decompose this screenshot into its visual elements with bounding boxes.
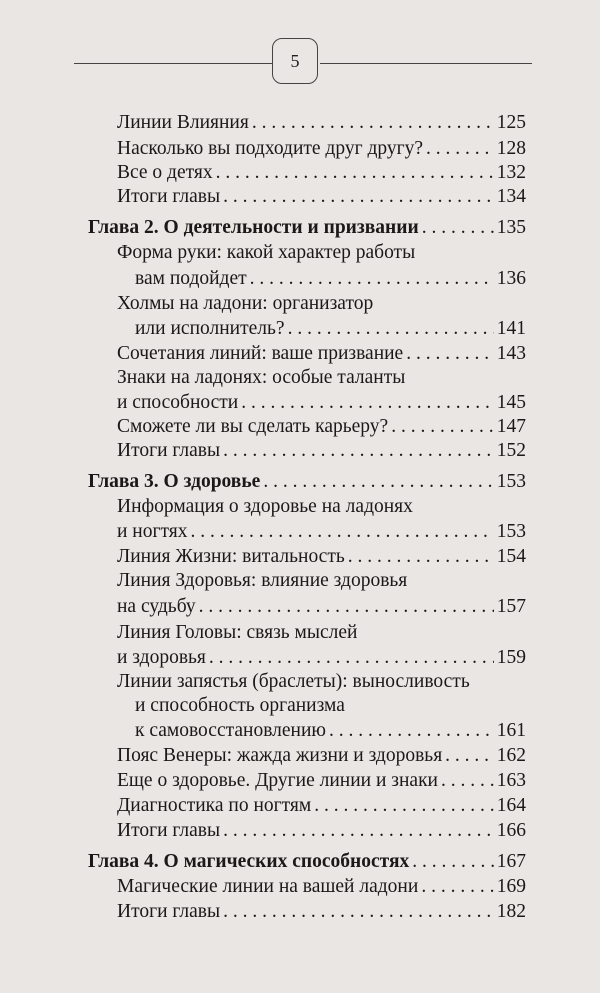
toc-entry-page: 157 [496,596,526,617]
toc-entry [117,793,526,819]
toc-entry [117,519,526,545]
dot-leader [241,390,494,416]
toc-entry [117,743,526,769]
header-rule-right [320,63,532,64]
header-rule-left [74,63,272,64]
toc-entry-page: 134 [496,186,526,207]
toc-entry-title: Сочетания линий: ваше призвание [117,343,404,364]
toc-entry-title-line: Знаки на ладонях: особые таланты [117,367,406,388]
toc-entry-title: Итоги главы [117,901,221,922]
dot-leader [329,718,494,744]
dot-leader [441,768,494,794]
dot-leader [422,215,494,241]
dot-leader [209,645,494,671]
toc-entry-title: Итоги главы [117,820,221,841]
toc-entry-title-line: Форма руки: какой характер работы [117,242,416,263]
toc-entry-title: Насколько вы подходите друг другу? [117,138,424,159]
toc-entry-title: и здоровья [117,647,206,668]
dot-leader [252,110,494,136]
toc-entry-page: 147 [496,416,526,437]
toc-entry-title: Еще о здоровье. Другие линии и знаки [117,770,438,791]
toc-entry-page: 182 [496,901,526,922]
toc-entry-page: 145 [496,392,526,413]
toc-entry-title-line: Линия Головы: связь мыслей [117,622,358,643]
toc-entry [117,645,526,671]
dot-leader [348,544,494,570]
toc-entry [117,316,526,342]
toc-entry [117,874,526,900]
toc-entry-title: вам подойдет [135,268,247,289]
dot-leader [223,899,494,925]
toc-entry-page: 154 [496,546,526,567]
toc-entry-title: Магические линии на вашей ладони [117,876,419,897]
toc-entry-page: 136 [496,268,526,289]
dot-leader [263,469,493,495]
toc-entry-page: 163 [496,770,526,791]
dot-leader [216,160,494,186]
toc-entry-page: 153 [496,471,526,492]
toc-entry-title: Линия Жизни: витальность [117,546,345,567]
toc-chapter-title: Глава 3. О здоровье [88,471,261,492]
toc-entry-title: Итоги главы [117,186,221,207]
dot-leader [426,136,494,162]
toc-entry [117,594,526,620]
toc-entry [117,768,526,794]
toc-entry [117,160,526,186]
toc-entry [117,341,526,367]
toc-entry-title: на судьбу [117,596,196,617]
toc-entry-title: Все о детях [117,162,213,183]
toc-entry-page: 143 [496,343,526,364]
dot-leader [190,519,493,545]
toc-entry-title-line: и способность организма [135,695,345,716]
toc-entry [117,818,526,844]
dot-leader [445,743,494,769]
toc-chapter-title: Глава 2. О деятельности и призвании [88,217,419,238]
dot-leader [223,184,494,210]
toc-entry [117,184,526,210]
toc-entry [117,266,526,292]
dot-leader [223,818,494,844]
toc-entry-title: или исполнитель? [135,318,285,339]
toc-entry-page: 167 [496,851,526,872]
toc-entry-page: 161 [496,720,526,741]
toc-entry-title: и ногтях [117,521,188,542]
toc-entry [117,899,526,925]
dot-leader [250,266,494,292]
dot-leader [288,316,494,342]
page-header [0,38,600,88]
toc-entry-title: Сможете ли вы сделать карьеру? [117,416,389,437]
dot-leader [391,414,494,440]
toc-entry-title: и способности [117,392,239,413]
toc-entry-title: к самовосстановлению [135,720,326,741]
toc-chapter-title: Глава 4. О магических способностях [88,851,410,872]
toc-entry [117,544,526,570]
toc-chapter-entry [88,469,526,495]
toc-entry-page: 135 [496,217,526,238]
toc-chapter-entry [88,849,526,875]
toc-entry-page: 162 [496,745,526,766]
toc-entry-page: 169 [496,876,526,897]
toc-entry [117,136,526,162]
dot-leader [421,874,493,900]
toc-entry [117,110,526,136]
page-number: 5 [272,38,318,84]
toc-entry-page: 164 [496,795,526,816]
toc-entry-title: Пояс Венеры: жажда жизни и здоровья [117,745,443,766]
dot-leader [412,849,493,875]
toc-entry [117,390,526,416]
toc-entry-page: 153 [496,521,526,542]
toc-entry-page: 125 [496,112,526,133]
toc-entry [117,718,526,744]
toc-chapter-entry [88,215,526,241]
dot-leader [406,341,494,367]
toc-entry-title: Диагностика по ногтям [117,795,312,816]
toc-entry [117,414,526,440]
toc-entry-title-line: Информация о здоровье на ладонях [117,496,413,517]
toc-entry-page: 132 [496,162,526,183]
toc-entry-page: 141 [496,318,526,339]
dot-leader [223,438,494,464]
toc-entry [117,438,526,464]
toc-entry-page: 166 [496,820,526,841]
toc-entry-title-line: Линии запястья (браслеты): выносливость [117,671,470,692]
toc-entry-page: 128 [496,138,526,159]
toc-entry-title: Итоги главы [117,440,221,461]
dot-leader [314,793,494,819]
toc-entry-page: 159 [496,647,526,668]
toc-entry-title-line: Холмы на ладони: организатор [117,293,374,314]
toc-entry-title-line: Линия Здоровья: влияние здоровья [117,570,408,591]
toc-entry-title: Линии Влияния [117,112,249,133]
toc-entry-page: 152 [496,440,526,461]
dot-leader [199,594,494,620]
